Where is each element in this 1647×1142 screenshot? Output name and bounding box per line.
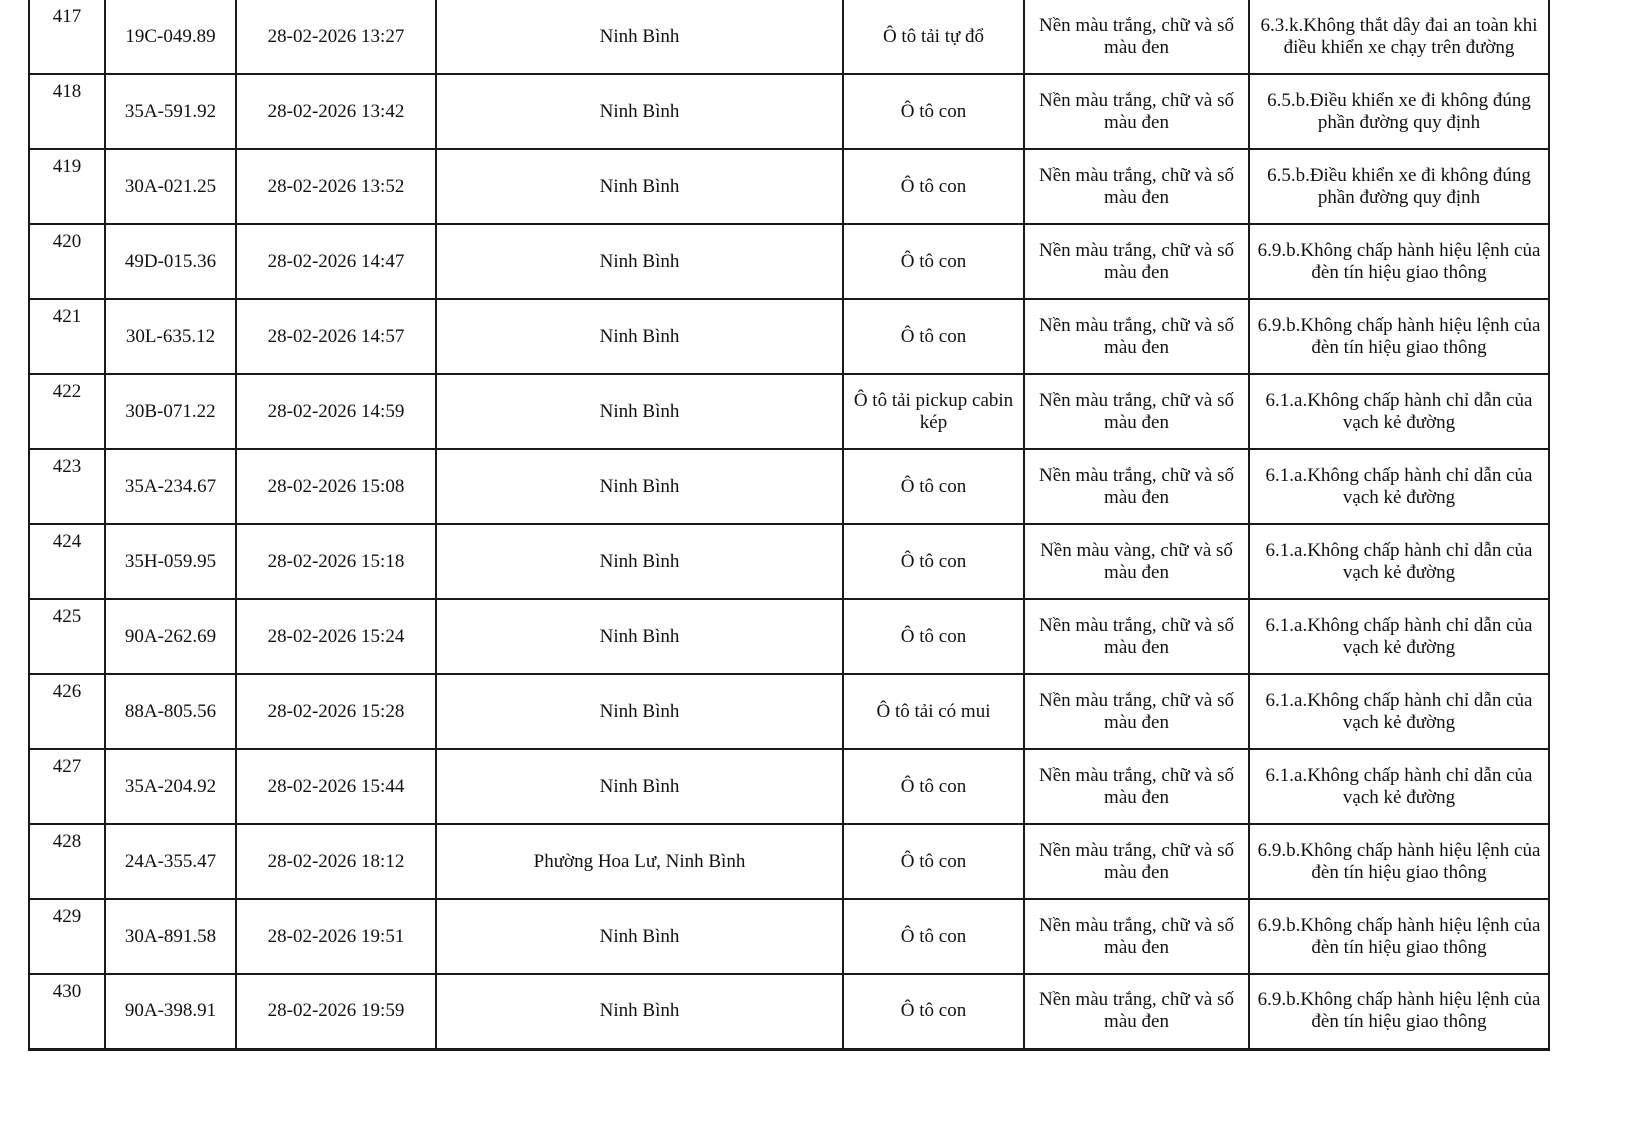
- row-number-cell: 424: [29, 524, 105, 599]
- vehicle-type-cell: Ô tô con: [843, 824, 1024, 899]
- location-cell: Ninh Bình: [436, 974, 843, 1049]
- row-number-cell: 427: [29, 749, 105, 824]
- violation-description-cell: 6.9.b.Không chấp hành hiệu lệnh của đèn tín hiệu giao thông: [1249, 974, 1549, 1049]
- violation-time-cell: 28-02-2026 14:47: [236, 224, 436, 299]
- violation-time-cell: 28-02-2026 19:51: [236, 899, 436, 974]
- vehicle-type-cell: Ô tô tải tự đổ: [843, 0, 1024, 74]
- table-row: [29, 974, 1549, 1049]
- plate-color-cell: Nền màu trắng, chữ và số màu đen: [1024, 74, 1249, 149]
- violation-description-cell: 6.3.k.Không thắt dây đai an toàn khi điều khiển xe chạy trên đường: [1249, 0, 1549, 74]
- row-number-cell: 418: [29, 74, 105, 149]
- row-number-cell: 417: [29, 0, 105, 74]
- table-row: [29, 74, 1549, 149]
- vehicle-type-cell: Ô tô con: [843, 299, 1024, 374]
- location-cell: Ninh Bình: [436, 674, 843, 749]
- plate-color-cell: Nền màu trắng, chữ và số màu đen: [1024, 899, 1249, 974]
- vehicle-type-cell: Ô tô tải pickup cabin kép: [843, 374, 1024, 449]
- row-number-cell: 426: [29, 674, 105, 749]
- vehicle-type-cell: Ô tô con: [843, 749, 1024, 824]
- plate-color-cell: Nền màu trắng, chữ và số màu đen: [1024, 149, 1249, 224]
- violations-table-body: [29, 0, 1549, 1049]
- plate-color-cell: Nền màu trắng, chữ và số màu đen: [1024, 674, 1249, 749]
- table-row: [29, 899, 1549, 974]
- table-row: [29, 449, 1549, 524]
- violation-description-cell: 6.1.a.Không chấp hành chỉ dẫn của vạch kẻ đường: [1249, 674, 1549, 749]
- license-plate-cell: 30A-021.25: [105, 149, 236, 224]
- location-cell: Ninh Bình: [436, 299, 843, 374]
- license-plate-cell: 35H-059.95: [105, 524, 236, 599]
- location-cell: Phường Hoa Lư, Ninh Bình: [436, 824, 843, 899]
- violation-time-cell: 28-02-2026 19:59: [236, 974, 436, 1049]
- location-cell: Ninh Bình: [436, 149, 843, 224]
- violation-time-cell: 28-02-2026 14:57: [236, 299, 436, 374]
- vehicle-type-cell: Ô tô con: [843, 599, 1024, 674]
- vehicle-type-cell: Ô tô con: [843, 449, 1024, 524]
- vehicle-type-cell: Ô tô con: [843, 899, 1024, 974]
- license-plate-cell: 35A-591.92: [105, 74, 236, 149]
- row-number-cell: 430: [29, 974, 105, 1049]
- license-plate-cell: 19C-049.89: [105, 0, 236, 74]
- table-row: [29, 674, 1549, 749]
- violation-time-cell: 28-02-2026 15:24: [236, 599, 436, 674]
- plate-color-cell: Nền màu trắng, chữ và số màu đen: [1024, 749, 1249, 824]
- row-number-cell: 421: [29, 299, 105, 374]
- violation-time-cell: 28-02-2026 15:08: [236, 449, 436, 524]
- violation-time-cell: 28-02-2026 15:28: [236, 674, 436, 749]
- plate-color-cell: Nền màu trắng, chữ và số màu đen: [1024, 599, 1249, 674]
- violation-time-cell: 28-02-2026 15:18: [236, 524, 436, 599]
- violation-time-cell: 28-02-2026 14:59: [236, 374, 436, 449]
- row-number-cell: 429: [29, 899, 105, 974]
- violation-description-cell: 6.1.a.Không chấp hành chỉ dẫn của vạch kẻ đường: [1249, 749, 1549, 824]
- violation-description-cell: 6.9.b.Không chấp hành hiệu lệnh của đèn tín hiệu giao thông: [1249, 299, 1549, 374]
- violations-table: [28, 0, 1550, 1051]
- table-row: [29, 599, 1549, 674]
- license-plate-cell: 24A-355.47: [105, 824, 236, 899]
- violation-time-cell: 28-02-2026 18:12: [236, 824, 436, 899]
- table-row: [29, 524, 1549, 599]
- violation-description-cell: 6.1.a.Không chấp hành chỉ dẫn của vạch kẻ đường: [1249, 524, 1549, 599]
- plate-color-cell: Nền màu trắng, chữ và số màu đen: [1024, 449, 1249, 524]
- license-plate-cell: 90A-262.69: [105, 599, 236, 674]
- violation-time-cell: 28-02-2026 13:27: [236, 0, 436, 74]
- plate-color-cell: Nền màu vàng, chữ và số màu đen: [1024, 524, 1249, 599]
- license-plate-cell: 49D-015.36: [105, 224, 236, 299]
- row-number-cell: 419: [29, 149, 105, 224]
- violation-description-cell: 6.9.b.Không chấp hành hiệu lệnh của đèn tín hiệu giao thông: [1249, 899, 1549, 974]
- violation-description-cell: 6.1.a.Không chấp hành chỉ dẫn của vạch kẻ đường: [1249, 449, 1549, 524]
- license-plate-cell: 30B-071.22: [105, 374, 236, 449]
- location-cell: Ninh Bình: [436, 524, 843, 599]
- license-plate-cell: 30L-635.12: [105, 299, 236, 374]
- row-number-cell: 428: [29, 824, 105, 899]
- row-number-cell: 422: [29, 374, 105, 449]
- vehicle-type-cell: Ô tô con: [843, 974, 1024, 1049]
- plate-color-cell: Nền màu trắng, chữ và số màu đen: [1024, 374, 1249, 449]
- table-row: [29, 224, 1549, 299]
- violation-description-cell: 6.5.b.Điều khiển xe đi không đúng phần đường quy định: [1249, 74, 1549, 149]
- vehicle-type-cell: Ô tô tải có mui: [843, 674, 1024, 749]
- location-cell: Ninh Bình: [436, 449, 843, 524]
- row-number-cell: 420: [29, 224, 105, 299]
- violation-description-cell: 6.5.b.Điều khiển xe đi không đúng phần đường quy định: [1249, 149, 1549, 224]
- violation-time-cell: 28-02-2026 15:44: [236, 749, 436, 824]
- table-row: [29, 824, 1549, 899]
- location-cell: Ninh Bình: [436, 0, 843, 74]
- license-plate-cell: 35A-234.67: [105, 449, 236, 524]
- license-plate-cell: 30A-891.58: [105, 899, 236, 974]
- location-cell: Ninh Bình: [436, 374, 843, 449]
- vehicle-type-cell: Ô tô con: [843, 524, 1024, 599]
- license-plate-cell: 35A-204.92: [105, 749, 236, 824]
- vehicle-type-cell: Ô tô con: [843, 224, 1024, 299]
- license-plate-cell: 90A-398.91: [105, 974, 236, 1049]
- violation-description-cell: 6.9.b.Không chấp hành hiệu lệnh của đèn tín hiệu giao thông: [1249, 224, 1549, 299]
- vehicle-type-cell: Ô tô con: [843, 74, 1024, 149]
- violation-description-cell: 6.1.a.Không chấp hành chỉ dẫn của vạch kẻ đường: [1249, 374, 1549, 449]
- violation-description-cell: 6.1.a.Không chấp hành chỉ dẫn của vạch kẻ đường: [1249, 599, 1549, 674]
- table-row: [29, 374, 1549, 449]
- license-plate-cell: 88A-805.56: [105, 674, 236, 749]
- location-cell: Ninh Bình: [436, 599, 843, 674]
- plate-color-cell: Nền màu trắng, chữ và số màu đen: [1024, 0, 1249, 74]
- row-number-cell: 423: [29, 449, 105, 524]
- location-cell: Ninh Bình: [436, 74, 843, 149]
- location-cell: Ninh Bình: [436, 749, 843, 824]
- location-cell: Ninh Bình: [436, 224, 843, 299]
- plate-color-cell: Nền màu trắng, chữ và số màu đen: [1024, 224, 1249, 299]
- plate-color-cell: Nền màu trắng, chữ và số màu đen: [1024, 824, 1249, 899]
- table-row: [29, 0, 1549, 74]
- table-row: [29, 299, 1549, 374]
- location-cell: Ninh Bình: [436, 899, 843, 974]
- violation-time-cell: 28-02-2026 13:52: [236, 149, 436, 224]
- vehicle-type-cell: Ô tô con: [843, 149, 1024, 224]
- plate-color-cell: Nền màu trắng, chữ và số màu đen: [1024, 299, 1249, 374]
- plate-color-cell: Nền màu trắng, chữ và số màu đen: [1024, 974, 1249, 1049]
- violation-description-cell: 6.9.b.Không chấp hành hiệu lệnh của đèn tín hiệu giao thông: [1249, 824, 1549, 899]
- violation-time-cell: 28-02-2026 13:42: [236, 74, 436, 149]
- table-row: [29, 149, 1549, 224]
- row-number-cell: 425: [29, 599, 105, 674]
- table-row: [29, 749, 1549, 824]
